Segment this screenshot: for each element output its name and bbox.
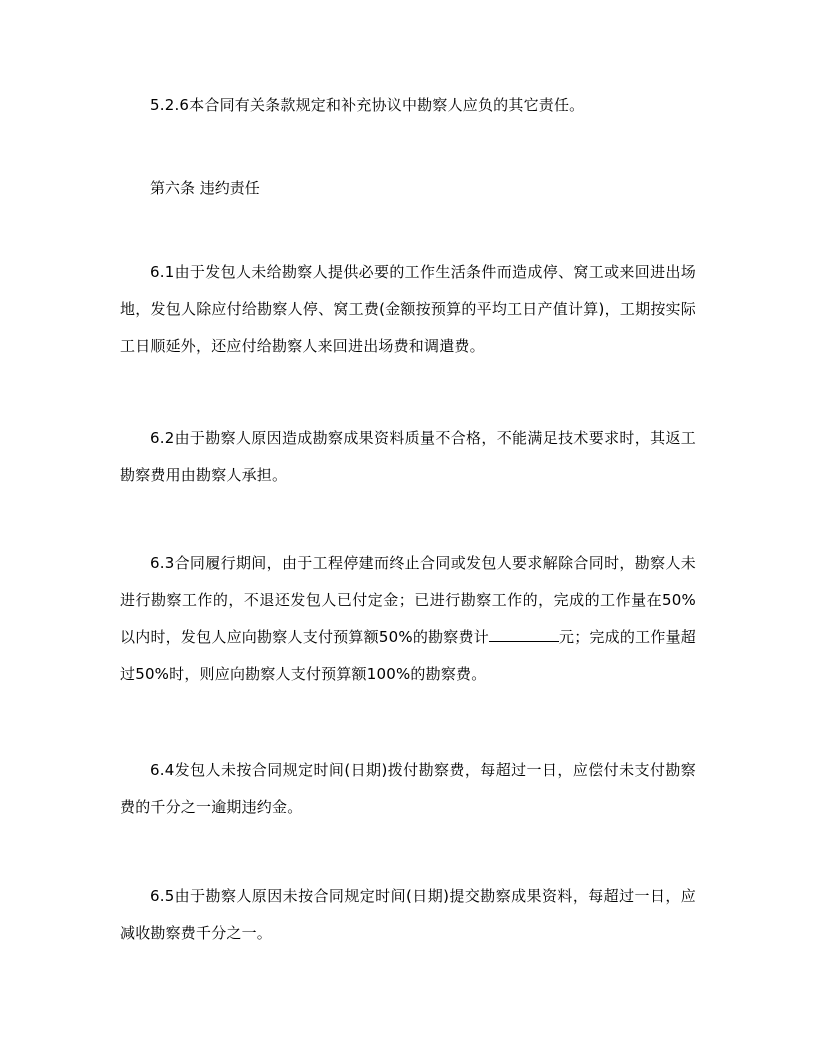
clause-6-1: 6.1由于发包人未给勘察人提供必要的工作生活条件而造成停、窝工或来回进出场地，发包人除应付给勘察人停、窝工费(金额按预算的平均工日产值计算)，工期按实际工日顺延外，还应付给勘察人来回进出场费和调遣费。 — [120, 263, 696, 355]
clause-6-2: 6.2由于勘察人原因造成勘察成果资料质量不合格，不能满足技术要求时，其返工勘察费用由勘察人承担。 — [120, 429, 696, 484]
amount-blank — [489, 627, 559, 642]
clause-6-3 — [120, 545, 696, 693]
clause-6-5: 6.5由于勘察人原因未按合同规定时间(日期)提交勘察成果资料，每超过一日，应减收勘察费千分之一。 — [120, 887, 696, 942]
clause-5-2-6: 5.2.6本合同有关条款规定和补充协议中勘察人应负的其它责任。 — [150, 96, 585, 114]
article-6-heading: 第六条 违约责任 — [150, 179, 260, 197]
clause-6-3-text-a: 6.3合同履行期间，由于工程停建而终止合同或发包人要求解除合同时，勘察人未进行勘察工作的，不退还发包人已付定金；已进行勘察工作的，完成的工作量在50%以内时，发包人应向勘察人支付预算额50%的勘察费计 — [120, 554, 696, 646]
clause-6-3-text-b: 元；完成的工作量超过50%时，则应向勘察人支付预算额100%的勘察费。 — [120, 628, 696, 683]
clause-6-4: 6.4发包人未按合同规定时间(日期)拨付勘察费，每超过一日，应偿付未支付勘察费的千分之一逾期违约金。 — [120, 761, 696, 816]
